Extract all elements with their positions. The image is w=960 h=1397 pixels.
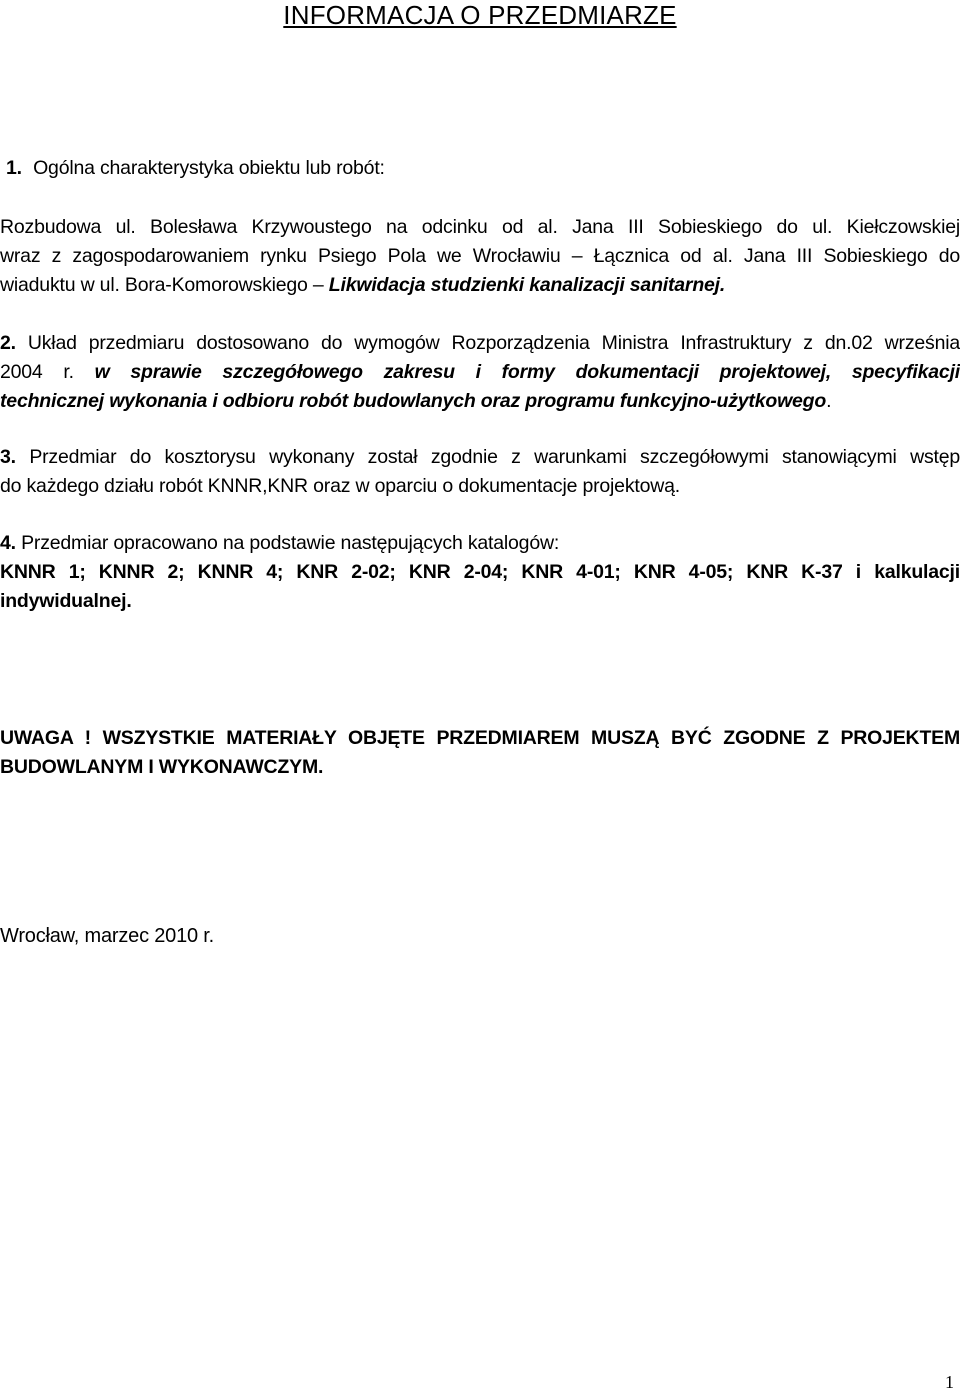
section-2-line-1 — [0, 329, 960, 358]
section-1-line-3-plain: wiaduktu w ul. Bora-Komorowskiego – — [0, 274, 329, 296]
document-title: INFORMACJA O PRZEDMIARZE — [283, 0, 677, 30]
section-1-number: 1. — [6, 157, 22, 179]
section-1-line-2: wraz z zagospodarowaniem rynku Psiego Pola we Wrocławiu – Łącznica od al. Jana III Sobieskiego do — [0, 245, 960, 267]
section-2 — [0, 329, 960, 416]
section-2-number: 2. — [0, 332, 16, 354]
section-3-line-2: do każdego działu robót KNNR,KNR oraz w oparciu o dokumentacje projektową. — [0, 475, 680, 497]
section-2-line-3-emphasis: technicznej wykonania i odbioru robót budowlanych oraz programu funkcyjno-użytkowego — [0, 390, 827, 412]
section-4-line-3: indywidualnej. — [0, 590, 132, 612]
section-2-line-1-text: Układ przedmiaru dostosowano do wymogów Rozporządzenia Ministra Infrastruktury z dn.02 września — [27, 332, 960, 354]
place-date — [0, 922, 960, 951]
section-1-line-1: Rozbudowa ul. Bolesława Krzywoustego na odcinku od al. Jana III Sobieskiego do ul. Kiełczowskiej — [0, 216, 960, 238]
section-2-line-2 — [0, 358, 960, 387]
section-1-line-3 — [0, 271, 960, 300]
section-3-line-1 — [0, 443, 960, 472]
section-4 — [0, 529, 960, 616]
section-1-heading-text: Ogólna charakterystyka obiektu lub robót: — [33, 157, 385, 179]
section-1-heading — [0, 154, 960, 183]
section-1-line-3-emphasis: Likwidacja studzienki kanalizacji sanitarnej — [328, 274, 720, 296]
page-number: 1 — [945, 1372, 954, 1392]
warning-line-2: BUDOWLANYM I WYKONAWCZYM. — [0, 756, 324, 778]
section-1-body — [0, 213, 960, 300]
section-4-catalog-list: KNNR 1; KNNR 2; KNNR 4; KNR 2-02; KNR 2-04; KNR 4-01; KNR 4-05; KNR K-37 i kalkulacji — [0, 561, 960, 583]
section-2-line-3 — [0, 387, 960, 416]
section-2-line-3-end: . — [826, 390, 832, 412]
warning-line-1: UWAGA ! WSZYSTKIE MATERIAŁY OBJĘTE PRZEDMIAREM MUSZĄ BYĆ ZGODNE Z PROJEKTEM — [0, 727, 960, 749]
place-date-text: Wrocław, marzec 2010 r. — [0, 925, 215, 947]
warning-notice — [0, 724, 960, 782]
section-2-line-2-emphasis: w sprawie szczegółowego zakresu i formy dokumentacji projektowej, specyfikacji — [94, 361, 960, 383]
section-4-number: 4. — [0, 532, 16, 554]
section-3 — [0, 443, 960, 501]
section-2-line-2-plain: 2004 r. — [0, 361, 95, 383]
section-3-line-1-text: Przedmiar do kosztorysu wykonany został zgodnie z warunkami szczegółowymi stanowiącymi wstęp — [29, 446, 960, 468]
section-3-number: 3. — [0, 446, 16, 468]
section-4-line-1-text: Przedmiar opracowano na podstawie następujących katalogów: — [21, 532, 560, 554]
section-1-line-3-end: . — [719, 274, 726, 296]
section-4-line-1 — [0, 529, 960, 558]
